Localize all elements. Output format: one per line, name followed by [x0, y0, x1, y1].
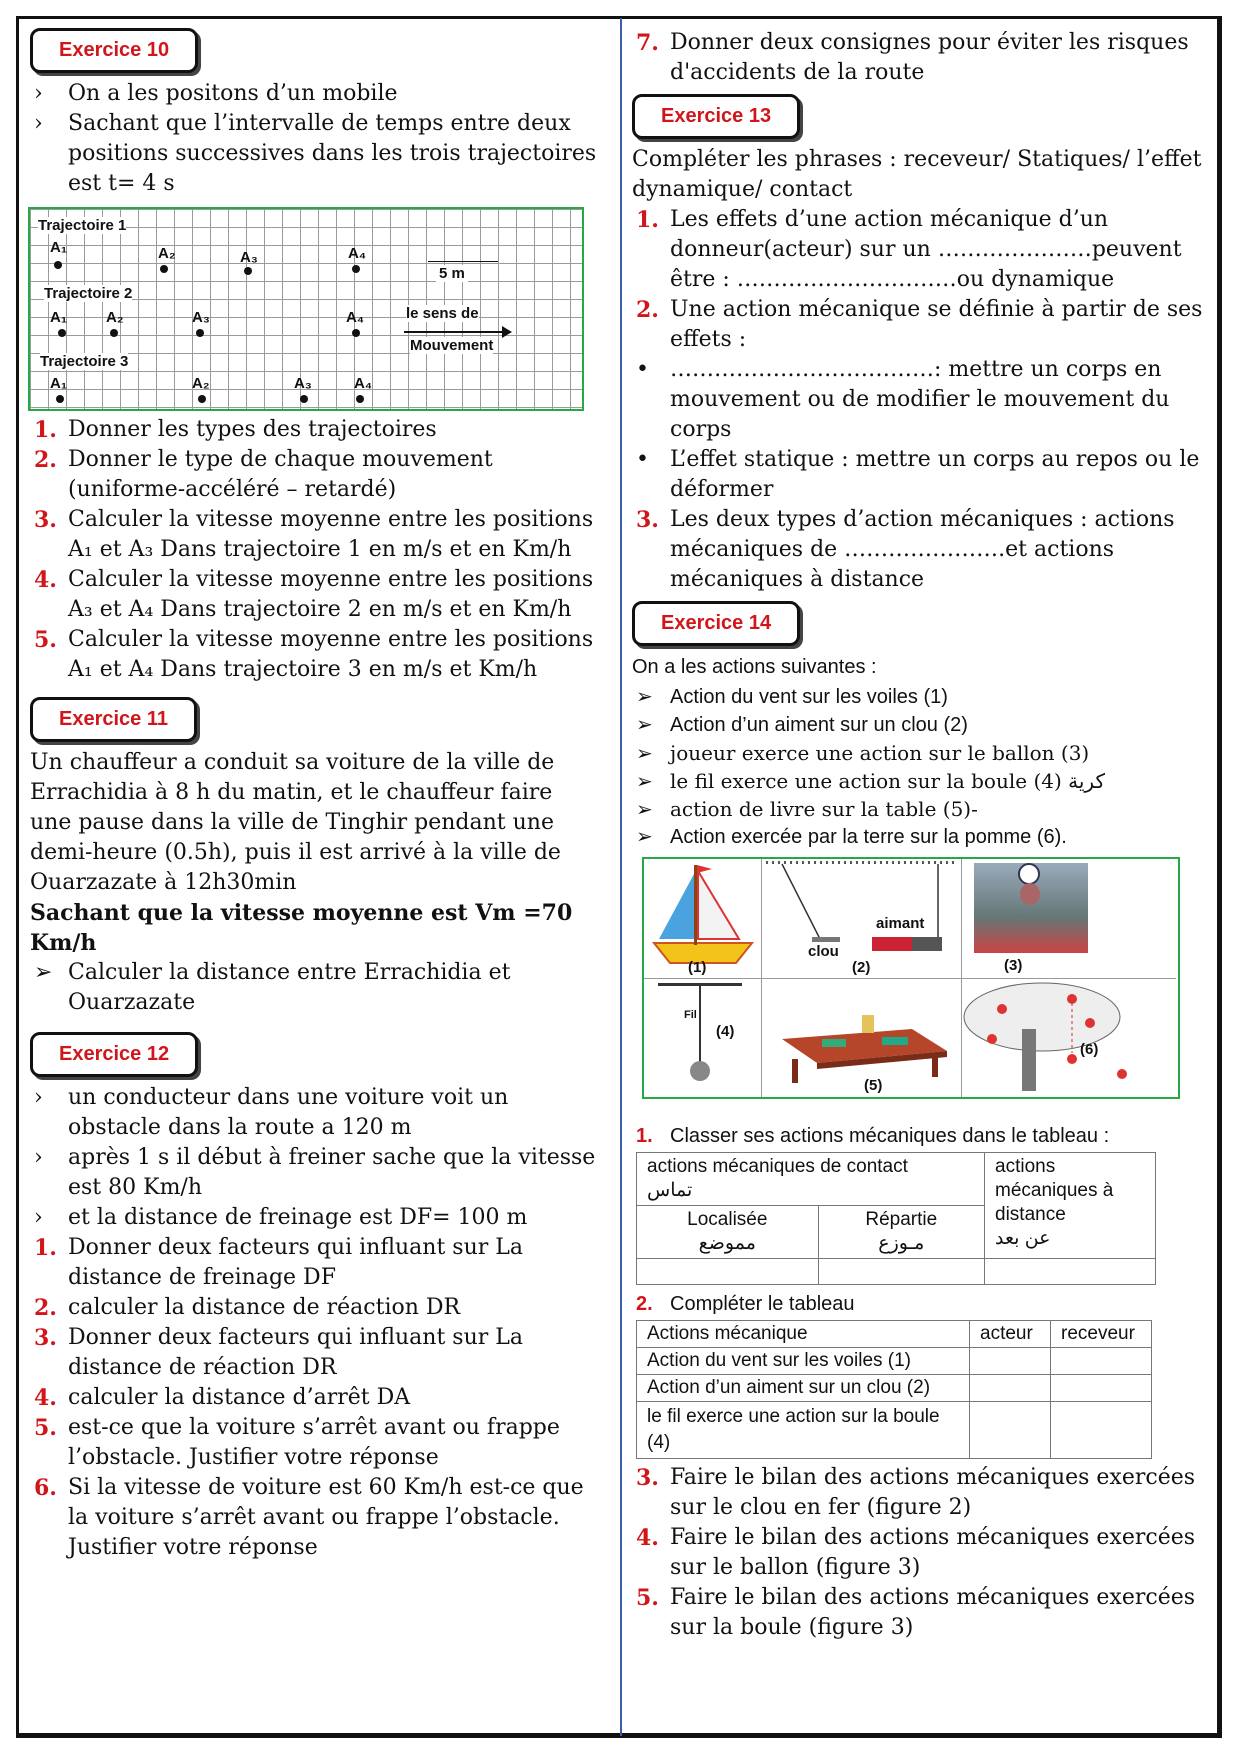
ex13-q2: 2. Une action mécanique se définie à partir de ses effets :: [636, 297, 1203, 352]
exercise-14-title: Exercice 14: [632, 601, 800, 646]
t1-a3-label: A₃: [240, 249, 258, 266]
t2-a4-point: [352, 329, 360, 337]
ex12-q5: 5. est-ce que la voiture s’arrêt avant ou frappe l’obstacle. Justifier votre réponse: [34, 1415, 560, 1470]
ex10-intro-2: › Sachant que l’intervalle de temps entre deux positions successives dans les trois trajectoires est t= 4 s: [34, 111, 597, 196]
repartie-cell[interactable]: [818, 1259, 984, 1285]
figure-4-pendulum: [644, 979, 762, 1097]
ex14-action-1: ➢ Action du vent sur les voiles (1): [636, 686, 948, 708]
ex14-q4: 4. Faire le bilan des actions mécaniques exercées sur le ballon (figure 3): [636, 1525, 1196, 1580]
ex14-action-5: ➢ action de livre sur la table (5)-: [636, 797, 978, 821]
figure-4-label: (4): [716, 1023, 735, 1040]
receveur-cell-1[interactable]: [1051, 1348, 1152, 1375]
ex10-q2: 2. Donner le type de chaque mouvement (uniforme-accéléré – retardé): [34, 447, 493, 502]
fil-label: Fil: [684, 1009, 697, 1021]
clou-label: clou: [808, 943, 839, 960]
t2-a3-label: A₃: [192, 309, 210, 326]
figure-3-label: (3): [1004, 957, 1023, 974]
table-row-1: Action du vent sur les voiles (1): [637, 1348, 970, 1375]
table-row-3: le fil exerce une action sur la boule (4): [637, 1402, 970, 1459]
actors-table: [636, 1320, 1152, 1459]
exercise-13-title: Exercice 13: [632, 94, 800, 139]
t1-a4-point: [352, 265, 360, 273]
ball-icon: [1018, 863, 1040, 885]
t2-a1-point: [58, 329, 66, 337]
ex12-q4: 4. calculer la distance d’arrêt DA: [34, 1385, 411, 1411]
t1-a3-point: [244, 267, 252, 275]
t2-a3-point: [196, 329, 204, 337]
t1-a4-label: A₄: [348, 245, 366, 262]
t2-a4-label: A₄: [346, 309, 364, 326]
localisee-cell[interactable]: [637, 1259, 819, 1285]
direction-label: le sens de: [406, 305, 479, 322]
ex14-q2: 2. Compléter le tableau: [636, 1293, 855, 1315]
ex14-q3: 3. Faire le bilan des actions mécaniques exercées sur le clou en fer (figure 2): [636, 1465, 1196, 1520]
table-icon: [762, 979, 962, 1097]
ex12-q2: 2. calculer la distance de réaction DR: [34, 1295, 461, 1321]
receveur-cell-3[interactable]: [1051, 1402, 1152, 1459]
figure-1-boat: [644, 859, 762, 979]
t2-a2-point: [110, 329, 118, 337]
contact-header: actions mécaniques de contact تماس: [637, 1153, 985, 1206]
figure-1-label: (1): [688, 959, 707, 976]
scale-label: 5 m: [436, 265, 468, 282]
scale-bar: [428, 261, 498, 262]
ex11-vm: Sachant que la vitesse moyenne est Vm =70 Km/h: [30, 900, 573, 956]
exercise-12-title: Exercice 12: [30, 1032, 198, 1077]
acteur-cell-3[interactable]: [970, 1402, 1051, 1459]
figure-2-magnet: [762, 859, 962, 979]
t2-a2-label: A₂: [106, 309, 124, 326]
t3-a3-point: [300, 395, 308, 403]
ex11-text: Un chauffeur a conduit sa voiture de la ville de Errachidia à 8 h du matin, et le chauffeur faire une pause dans la ville de Tinghir pendant une demi-heure (0.5h), puis il est arrivé à la ville de Ouarzazate à 12h30min: [30, 750, 561, 895]
ex12-q1: 1. Donner deux facteurs qui influant sur La distance de freinage DF: [34, 1235, 523, 1290]
t1-a1-point: [54, 261, 62, 269]
mouvement-label: Mouvement: [410, 337, 494, 354]
col-actions-header: Actions mécanique: [637, 1321, 970, 1348]
ex13-intro: Compléter les phrases : receveur/ Statiques/ l’effet dynamique/ contact: [632, 147, 1202, 202]
ex13-b2: • L’effet statique : mettre un corps au repos ou le déformer: [636, 447, 1200, 502]
figure-5-label: (5): [864, 1077, 883, 1094]
ex10-q5: 5. Calculer la vitesse moyenne entre les positions A₁ et A₄ Dans trajectoire 3 en m/s et Km/h: [34, 627, 594, 682]
figure-5-table: [762, 979, 962, 1097]
t3-a2-point: [198, 395, 206, 403]
ex13-q3: 3. Les deux types d’action mécaniques : actions mécaniques de ………………….et actions mécaniques à distance: [636, 507, 1175, 592]
figure-6-label: (6): [1080, 1041, 1099, 1058]
trajectory-figure: [28, 207, 584, 411]
t3-a1-point: [56, 395, 64, 403]
ex14-intro: On a les actions suivantes :: [632, 656, 877, 678]
ex10-q4: 4. Calculer la vitesse moyenne entre les positions A₃ et A₄ Dans trajectoire 2 en m/s et en Km/h: [34, 567, 594, 622]
figure-2-label: (2): [852, 959, 871, 976]
direction-arrow: [404, 331, 504, 333]
ex10-q3: 3. Calculer la vitesse moyenne entre les positions A₁ et A₃ Dans trajectoire 1 en m/s et en Km/h: [34, 507, 594, 562]
ex14-action-6: ➢ Action exercée par la terre sur la pomme (6).: [636, 826, 1067, 848]
question-7: 7. Donner deux consignes pour éviter les risques d'accidents de la route: [636, 30, 1189, 85]
acteur-cell-2[interactable]: [970, 1375, 1051, 1402]
traj2-label: Trajectoire 2: [44, 285, 133, 302]
ex12-b3: › et la distance de freinage est DF= 100 m: [34, 1205, 528, 1230]
ex14-action-2: ➢ Action d’un aiment sur un clou (2): [636, 714, 968, 736]
t3-a3-label: A₃: [294, 375, 312, 392]
string-line: [699, 986, 701, 1062]
ex13-b1: • ………………………………: mettre un corps en mouvement ou de modifier le mouvement du corps: [636, 357, 1170, 442]
localisee-header: Localisée مموضع: [637, 1206, 819, 1259]
t3-a2-label: A₂: [192, 375, 210, 392]
right-column: [632, 28, 1212, 1643]
traj3-label: Trajectoire 3: [40, 353, 129, 370]
left-column: [30, 28, 600, 1563]
ex12-q3: 3. Donner deux facteurs qui influant sur La distance de réaction DR: [34, 1325, 523, 1380]
ex10-intro-1: › On a les positons d’un mobile: [34, 81, 398, 106]
distance-cell[interactable]: [985, 1259, 1156, 1285]
ex14-action-3: ➢ joueur exerce une action sur le ballon (3): [636, 741, 1090, 765]
aimant-label: aimant: [876, 915, 925, 932]
t2-a1-label: A₁: [50, 309, 68, 326]
figure-6-tree: [962, 979, 1176, 1097]
classification-table: [636, 1152, 1156, 1285]
distance-header: actions mécaniques à distance عن بعد: [985, 1153, 1156, 1259]
exercise-11-title: Exercice 11: [30, 697, 197, 742]
t1-a2-point: [160, 265, 168, 273]
ex14-action-4: ➢ le fil exerce une action sur la boule كرية (4): [636, 769, 1105, 793]
ex12-q6: 6. Si la vitesse de voiture est 60 Km/h est-ce que la voiture s’arrêt avant ou frappe l’obstacle. Justifier votre réponse: [34, 1475, 584, 1560]
t1-a2-label: A₂: [158, 245, 176, 262]
col-receveur-header: receveur: [1051, 1321, 1152, 1348]
traj1-label: Trajectoire 1: [38, 217, 127, 234]
receveur-cell-2[interactable]: [1051, 1375, 1152, 1402]
ex11-question: ➢ Calculer la distance entre Errachidia et Ouarzazate: [34, 960, 511, 1015]
t3-a4-label: A₄: [354, 375, 372, 392]
column-divider: [620, 18, 622, 1736]
head-icon: [1020, 883, 1040, 905]
table-row-2: Action d’un aiment sur un clou (2): [637, 1375, 970, 1402]
col-acteur-header: acteur: [970, 1321, 1051, 1348]
repartie-header: Répartie مـوزع: [818, 1206, 984, 1259]
figure-3-player: [962, 859, 1176, 979]
t3-a4-point: [356, 395, 364, 403]
acteur-cell-1[interactable]: [970, 1348, 1051, 1375]
apple-tree-icon: [962, 979, 1176, 1097]
direction-arrowhead: [502, 326, 512, 338]
t3-a1-label: A₁: [50, 375, 68, 392]
ball-bob: [690, 1061, 710, 1081]
ex13-q1: 1. Les effets d’une action mécanique d’un donneur(acteur) sur un …………………peuvent être : …………………………ou dynamique: [636, 207, 1182, 292]
actions-figure: [642, 857, 1180, 1099]
ex12-b1: › un conducteur dans une voiture voit un obstacle dans la route a 120 m: [34, 1085, 509, 1140]
exercise-10-title: Exercice 10: [30, 28, 198, 73]
t1-a1-label: A₁: [50, 239, 68, 256]
ex10-q1: 1. Donner les types des trajectoires: [34, 417, 437, 443]
ex14-q1: 1. Classer ses actions mécaniques dans le tableau :: [636, 1125, 1110, 1147]
ex12-b2: › après 1 s il début à freiner sache que la vitesse est 80 Km/h: [34, 1145, 596, 1200]
ex14-q5: 5. Faire le bilan des actions mécaniques exercées sur la boule (figure 3): [636, 1585, 1196, 1640]
